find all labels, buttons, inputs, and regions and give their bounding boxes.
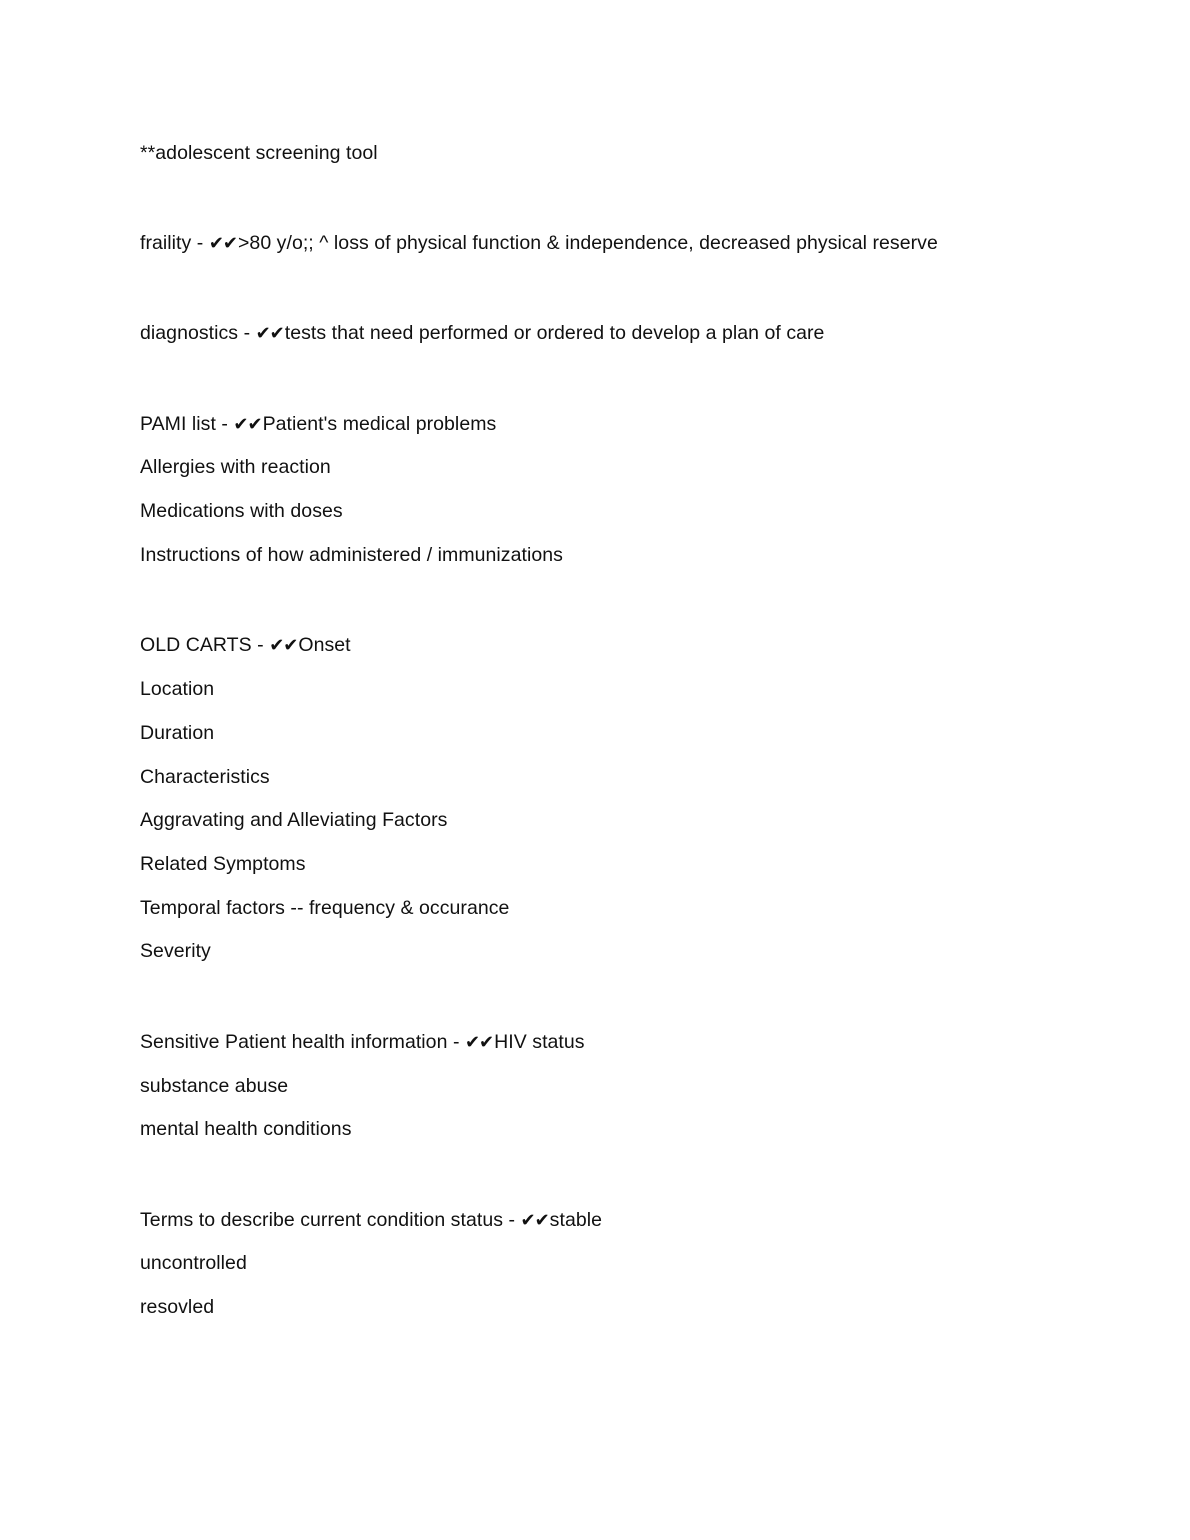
entry-condition-status — [140, 1208, 602, 1233]
entry-definition: stable — [549, 1209, 603, 1231]
continuation-line: Allergies with reaction — [140, 456, 331, 478]
entry-sensitive-phi — [140, 1030, 585, 1055]
continuation-line: substance abuse — [140, 1075, 289, 1097]
continuation-line: Related Symptoms — [140, 853, 306, 875]
continuation-line: Aggravating and Alleviating Factors — [140, 809, 448, 831]
double-check-icon: ✔✔ — [269, 635, 298, 656]
entry-separator: - — [503, 1209, 521, 1231]
entry-old-carts — [140, 633, 351, 658]
entry-definition: tests that need performed or ordered to develop a plan of care — [284, 322, 825, 344]
entry-term: OLD CARTS — [140, 634, 252, 656]
entry-diagnostics — [140, 321, 824, 346]
continuation-line: Characteristics — [140, 766, 270, 788]
entry-definition: Patient's medical problems — [262, 413, 497, 435]
entry-term: diagnostics — [140, 322, 239, 344]
entry-term: fraility — [140, 232, 192, 254]
entry-separator: - — [238, 322, 256, 344]
continuation-line: Duration — [140, 722, 215, 744]
continuation-line: Instructions of how administered / immunizations — [140, 544, 563, 566]
entry-definition: Onset — [298, 634, 351, 656]
double-check-icon: ✔✔ — [520, 1210, 549, 1231]
continuation-line: Severity — [140, 940, 211, 962]
continuation-line: uncontrolled — [140, 1252, 247, 1274]
entry-fraility — [140, 231, 938, 256]
double-check-icon: ✔✔ — [255, 323, 284, 344]
entry-definition: >80 y/o;; ^ loss of physical function & independence, decreased physical reserve — [237, 232, 938, 254]
continuation-line: Medications with doses — [140, 500, 343, 522]
continuation-line: Location — [140, 678, 215, 700]
double-check-icon: ✔✔ — [208, 233, 237, 254]
entry-pami-list — [140, 412, 496, 437]
double-check-icon: ✔✔ — [233, 414, 262, 435]
continuation-line: Temporal factors -- frequency & occurance — [140, 897, 510, 919]
entry-term: Sensitive Patient health information — [140, 1031, 448, 1053]
continuation-line: mental health conditions — [140, 1118, 352, 1140]
entry-term: PAMI list — [140, 413, 216, 435]
entry-definition: HIV status — [494, 1031, 585, 1053]
double-check-icon: ✔✔ — [464, 1032, 494, 1053]
entry-separator: - — [191, 232, 209, 254]
entry-separator: - — [215, 413, 234, 435]
continuation-line: resovled — [140, 1296, 215, 1318]
entry-separator: - — [251, 634, 270, 656]
entry-term: Terms to describe current condition status — [140, 1209, 504, 1231]
entry-separator: - — [447, 1031, 465, 1053]
header-line: **adolescent screening tool — [140, 142, 378, 164]
